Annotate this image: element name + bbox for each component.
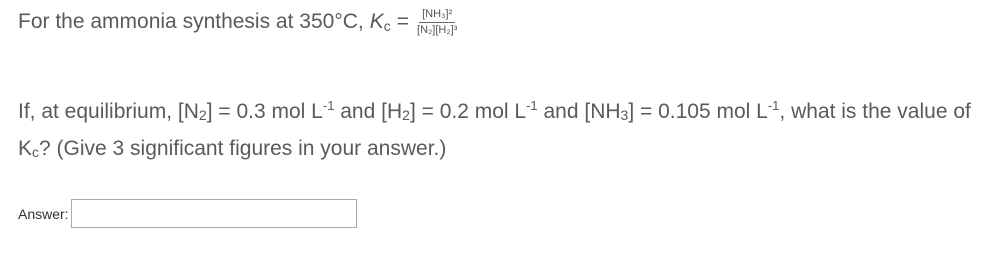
equals-sign: = bbox=[396, 10, 410, 33]
kc-expression-fraction bbox=[417, 9, 457, 36]
question-superscript: -1 bbox=[322, 98, 335, 113]
question-part: and [H bbox=[334, 100, 403, 123]
question-subscript: c bbox=[32, 144, 40, 160]
fraction-numerator: [NH₃]² bbox=[419, 9, 455, 23]
kc-letter: K bbox=[369, 10, 384, 33]
question-superscript: -1 bbox=[767, 98, 780, 113]
fraction-denominator: [N₂][H₂]³ bbox=[417, 23, 458, 36]
question-part: , what is the value of K bbox=[18, 100, 971, 160]
kc-symbol bbox=[370, 10, 391, 34]
question-subscript: 3 bbox=[620, 107, 629, 123]
question-part: If, at equilibrium, [N bbox=[18, 100, 199, 123]
kc-subscript: c bbox=[383, 18, 391, 34]
intro-text: For the ammonia synthesis at 350°C, bbox=[18, 10, 364, 33]
question-part: ] = 0.105 mol L bbox=[628, 100, 768, 123]
answer-input[interactable] bbox=[71, 199, 357, 228]
question-subscript: 2 bbox=[402, 107, 410, 123]
answer-label: Answer: bbox=[18, 205, 69, 222]
question-text bbox=[18, 94, 973, 168]
question-part: ? (Give 3 significant figures in your answer.) bbox=[39, 137, 447, 160]
question-superscript: -1 bbox=[526, 98, 538, 113]
question-part: ] = 0.2 mol L bbox=[409, 100, 527, 123]
question-subscript: 2 bbox=[198, 107, 207, 123]
question-part: and [NH bbox=[537, 100, 621, 123]
intro-line bbox=[18, 4, 457, 40]
answer-row bbox=[18, 199, 357, 228]
question-part: ] = 0.3 mol L bbox=[206, 100, 323, 123]
